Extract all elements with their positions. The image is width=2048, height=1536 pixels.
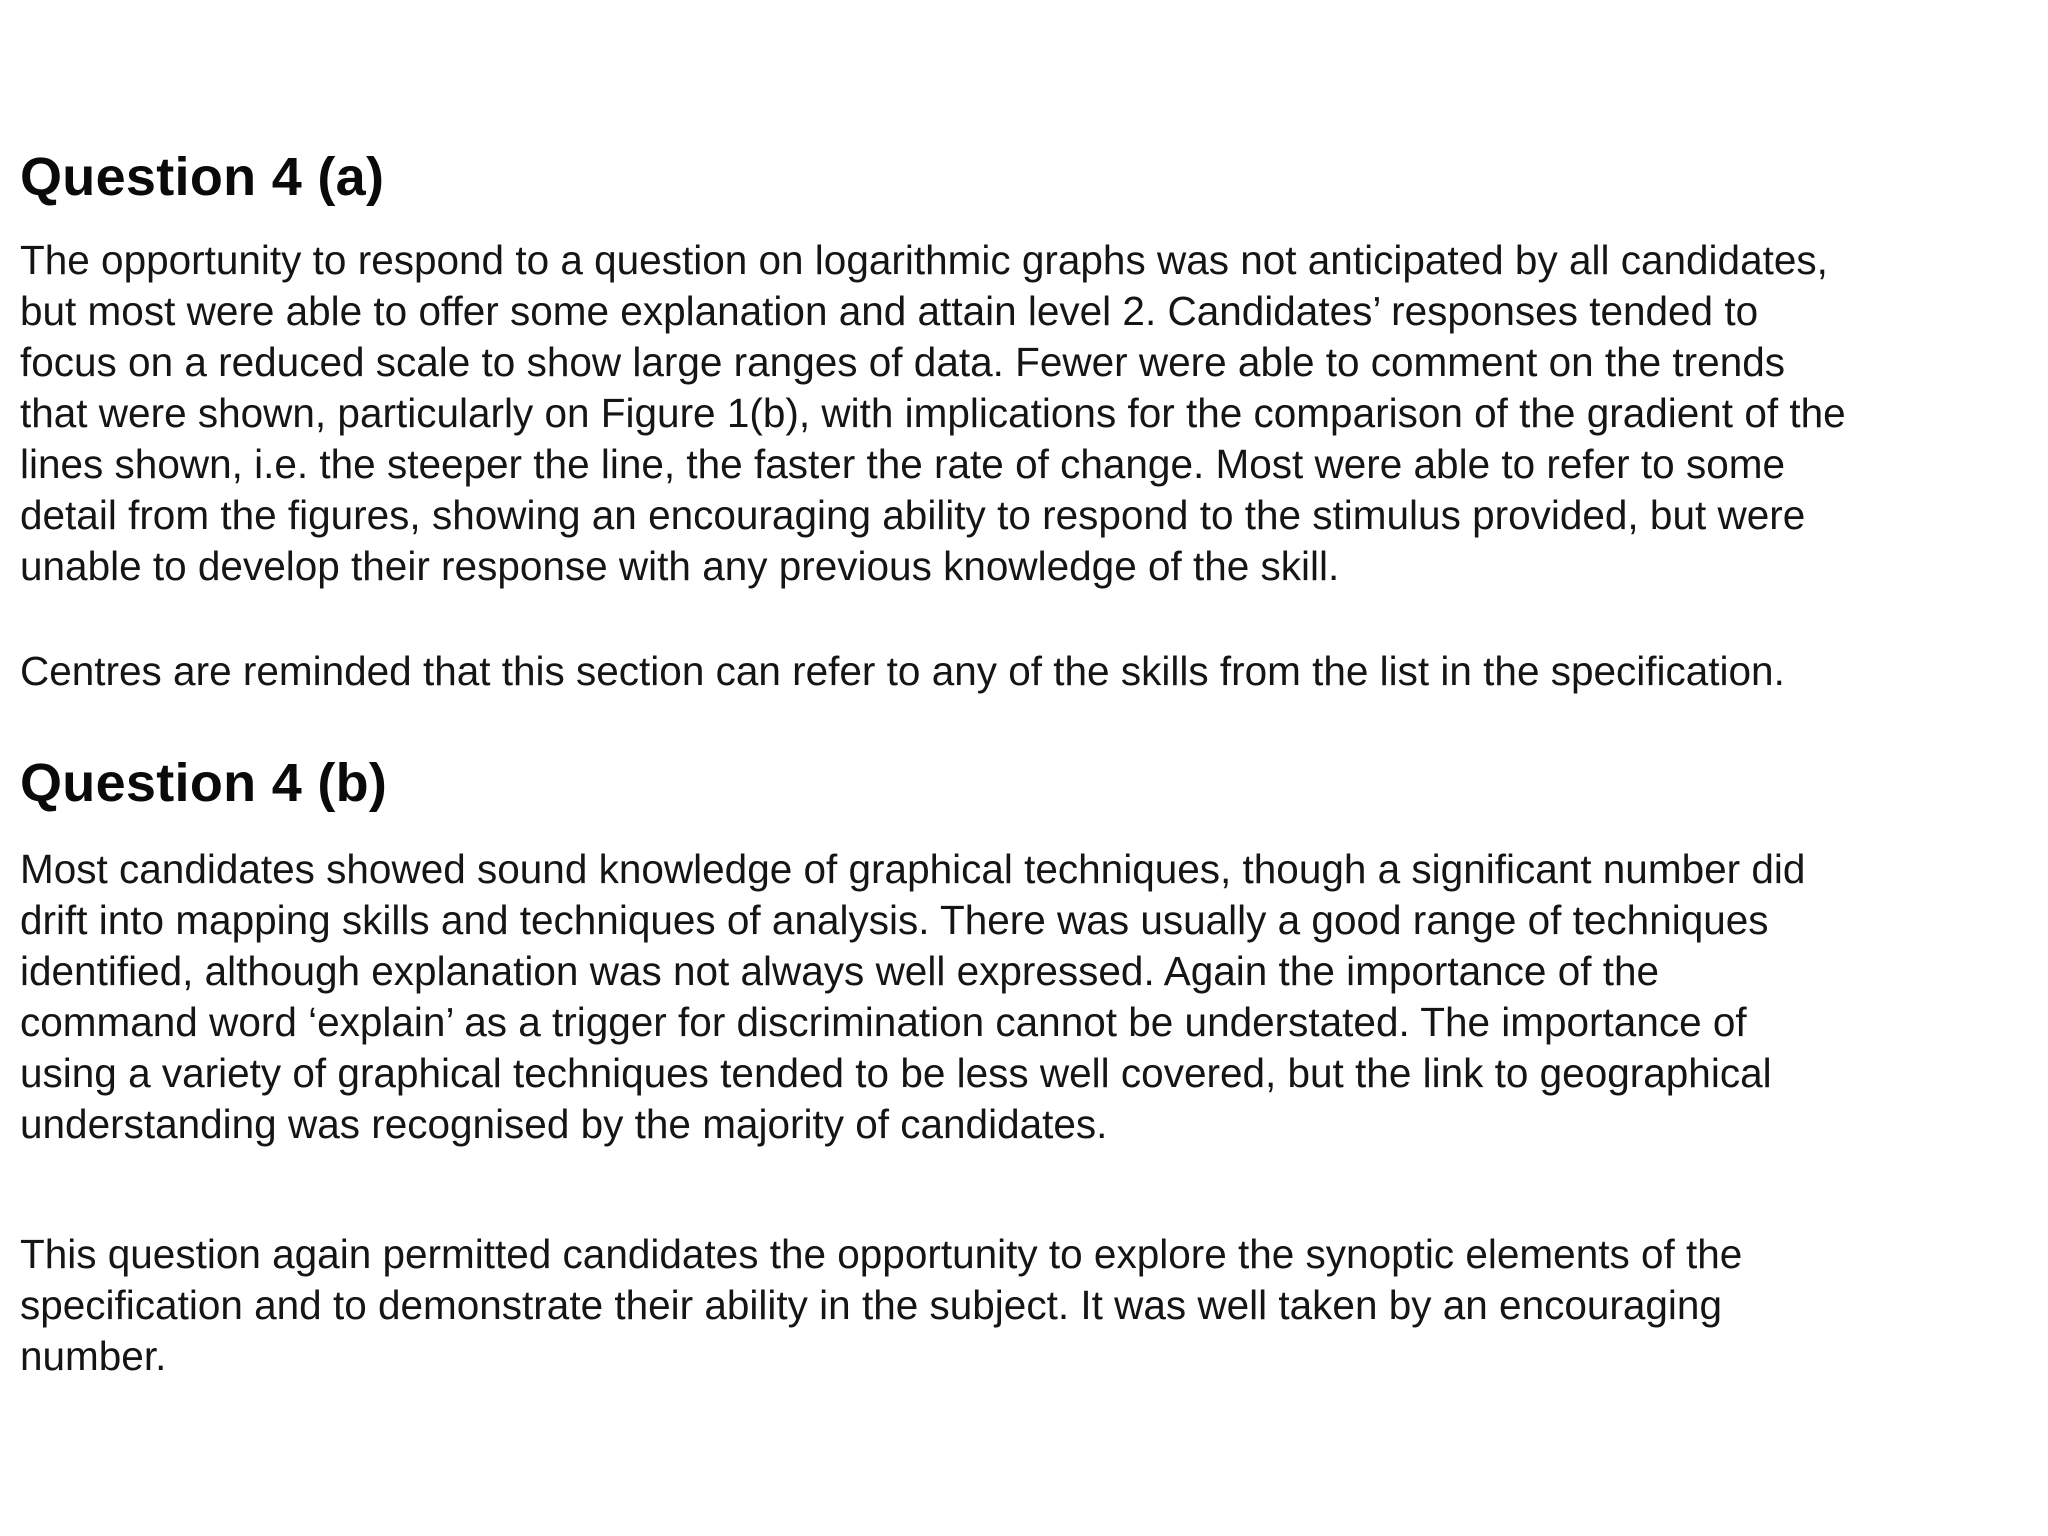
paragraph-line: command word ‘explain’ as a trigger for discrimination cannot be understated. The importance of: [20, 999, 1747, 1045]
centres-reminder-paragraph: [20, 646, 1785, 697]
question-4b-heading: Question 4 (b): [20, 753, 388, 813]
paragraph-line: but most were able to offer some explanation and attain level 2. Candidates’ responses tended to: [20, 288, 1759, 334]
question-4b-paragraph: [20, 844, 1805, 1150]
paragraph-line: focus on a reduced scale to show large ranges of data. Fewer were able to comment on the trends: [20, 339, 1785, 385]
paragraph-line: identified, although explanation was not always well expressed. Again the importance of the: [20, 948, 1660, 994]
question-4a-paragraph: [20, 235, 1846, 592]
paragraph-line: lines shown, i.e. the steeper the line, the faster the rate of change. Most were able to refer to some: [20, 441, 1785, 487]
synoptic-elements-paragraph: [20, 1229, 1742, 1382]
paragraph-line: Most candidates showed sound knowledge of graphical techniques, though a significant number did: [20, 846, 1806, 892]
paragraph-line: drift into mapping skills and techniques of analysis. There was usually a good range of techniques: [20, 897, 1769, 943]
paragraph-line: This question again permitted candidates the opportunity to explore the synoptic elements of the: [20, 1231, 1743, 1277]
paragraph-line: The opportunity to respond to a question on logarithmic graphs was not anticipated by all candidates,: [20, 237, 1828, 283]
paragraph-line: unable to develop their response with any previous knowledge of the skill.: [20, 543, 1340, 589]
paragraph-line: using a variety of graphical techniques tended to be less well covered, but the link to geographical: [20, 1050, 1772, 1096]
paragraph-line: specification and to demonstrate their ability in the subject. It was well taken by an encouraging: [20, 1282, 1722, 1328]
paragraph-line: Centres are reminded that this section can refer to any of the skills from the list in the specification.: [20, 648, 1785, 694]
question-4a-heading: Question 4 (a): [20, 147, 385, 207]
paragraph-line: number.: [20, 1333, 167, 1379]
paragraph-line: detail from the figures, showing an encouraging ability to respond to the stimulus provided, but were: [20, 492, 1806, 538]
paragraph-line: understanding was recognised by the majority of candidates.: [20, 1101, 1108, 1147]
paragraph-line: that were shown, particularly on Figure 1(b), with implications for the comparison of the gradient of the: [20, 390, 1846, 436]
